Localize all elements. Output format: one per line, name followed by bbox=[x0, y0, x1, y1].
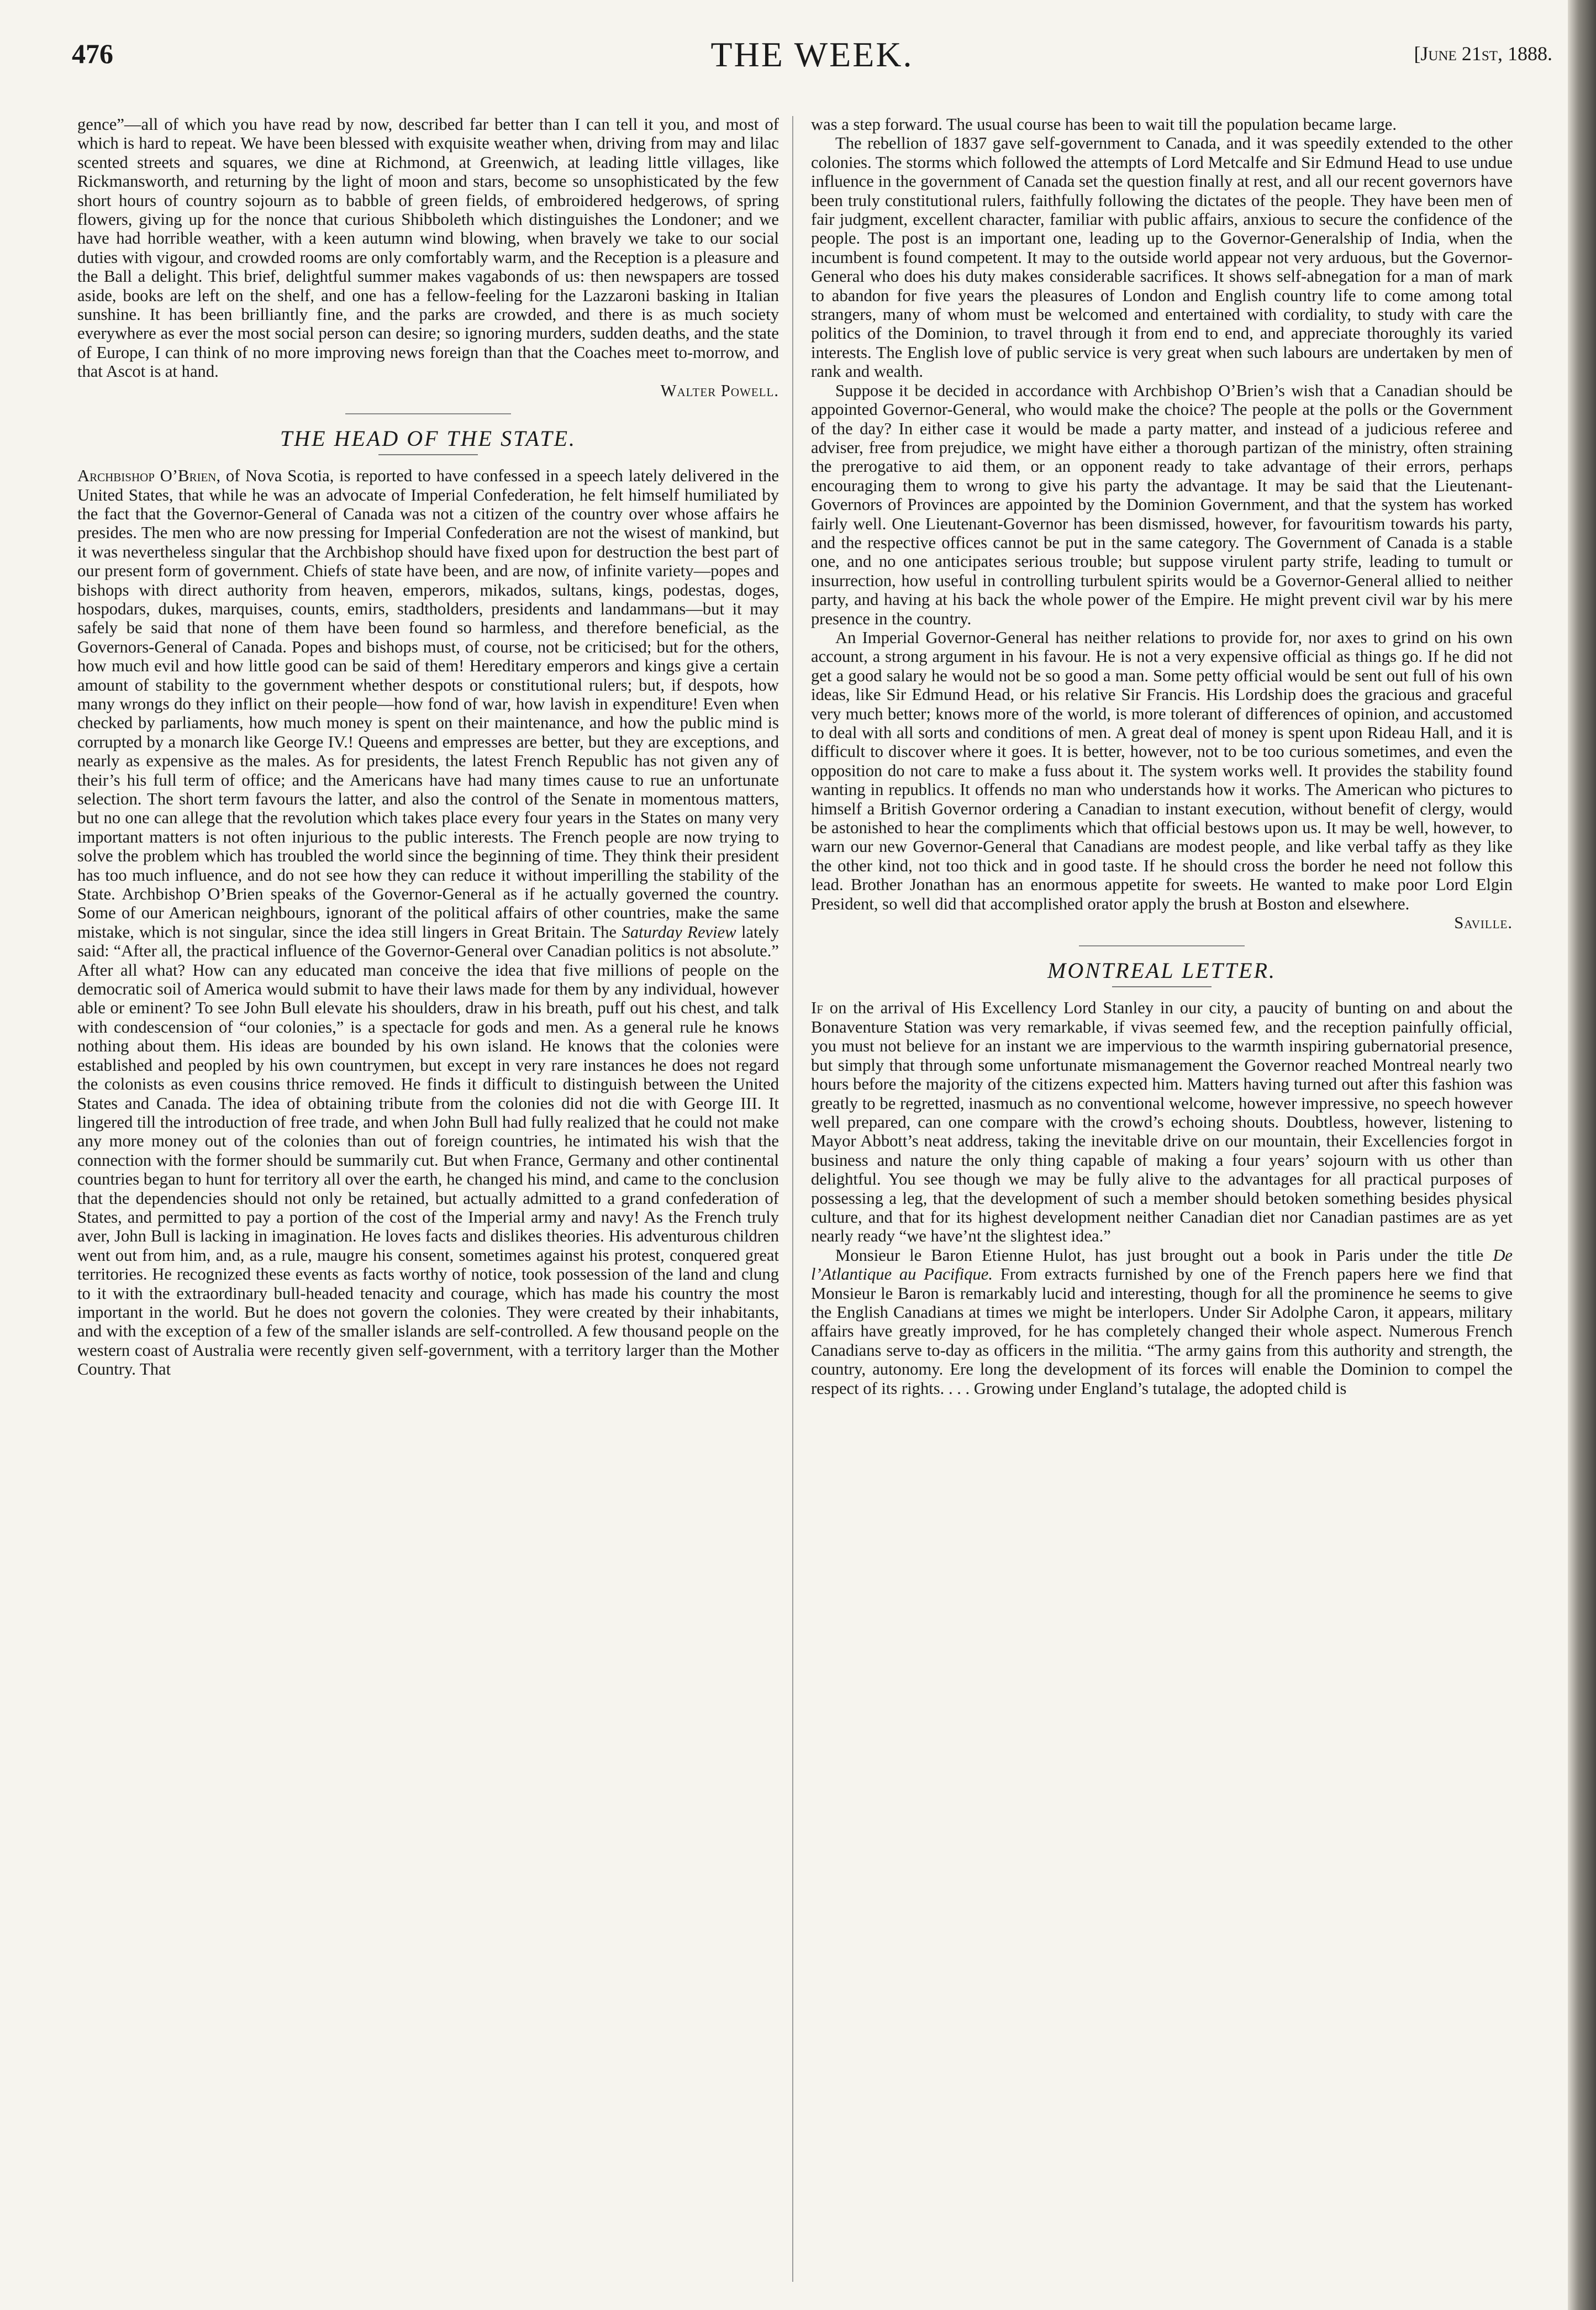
book-title: De l’Atlantique au Pacifique. bbox=[811, 1245, 1513, 1284]
article-paragraph bbox=[77, 466, 779, 1379]
page-header bbox=[72, 34, 1552, 84]
paragraph-rebellion: The rebellion of 1837 gave self-government to Canada, and it was speedily extended to the other colonies. The storms which followed the attempts of Lord Metcalfe and Sir Edmund Head to use undue influence in the government of Canada set the question finally at rest, and all our recent governors have been truly constitutional rulers, faithfully following the dictates of the people. They have been men of fair judgment, excellent character, familiar with public affairs, anxious to secure the confidence of the people. The post is an important one, leading up to the Governor-Generalship of India, when the incumbent is found competent. It may to the outside world appear not very arduous, but the Governor-General who does his duty makes considerable sacrifices. It shows self-abnegation for a man of mark to abandon for five years the pleasures of London and English country life to come among total strangers, many of whom must be welcomed and entertained with cordiality, to study with care the politics of the Dominion, to travel through it from end to end, and appreciate thoroughly its varied interests. The English love of public service is very great when such labours are undertaken by men of rank and wealth. bbox=[811, 134, 1513, 381]
letter-title-rule bbox=[1112, 986, 1212, 987]
section-divider bbox=[345, 413, 511, 414]
letter-paragraph-1 bbox=[811, 998, 1513, 1245]
intro-paragraph bbox=[77, 115, 779, 400]
page-number: 476 bbox=[72, 38, 113, 69]
intro-signature: Walter Powell. bbox=[660, 381, 779, 400]
article-lead: Archbishop O’Brien bbox=[77, 466, 217, 486]
letter-paragraph-2 bbox=[811, 1246, 1513, 1398]
letter-title: MONTREAL LETTER. bbox=[1047, 958, 1276, 983]
left-column bbox=[77, 115, 779, 2286]
paragraph-imperial bbox=[811, 628, 1513, 933]
paragraph-imperial-text: An Imperial Governor-General has neither relations to provide for, nor axes to grind on his own account, a strong argument in his favour. He is not a very expensive official as things go. If he did not get a good salary he would not be so good a man. Some petty official would be sent out full of his own ideas, like Sir Edmund Head, or his relative Sir Francis. His Lordship does the gracious and graceful very much better; knows more of the world, is more tolerant of differences of opinion, and accustomed to deal with all sorts and conditions of men. A great deal of money is spent upon Rideau Hall, and it is difficult to discover where it goes. It is better, however, not to be too curious sometimes, and even the opposition do not care to make a fuss about it. The system works well. It provides the stability found wanting in republics. It offends no man who understands how it works. The American who pictures to himself a British Governor ordering a Canadian to instant execution, without benefit of clergy, would be astonished to hear the compliments which that official bestows upon us. It may be well, however, to warn our new Governor-General that Canadians are modest people, and like verbal taffy as they like the other kind, not too thick and in good taste. If he should cross the border he need not follow this lead. Brother Jonathan has an enormous appetite for sweets. He wanted to make poor Lord Elgin President, so well did that accomplished orator apply the brush at Boston and elsewhere. bbox=[811, 628, 1513, 913]
letter-p2b: From extracts furnished by one of the French papers here we find that Monsieur le Baron is remarkably lucid and interesting, though for all the prominence he seems to give the English Canadians at times we might be interlopers. Under Sir Adolphe Caron, it appears, military affairs have greatly improved, for he has completely changed their whole aspect. Numerous French Canadians serve to-day as officers in the militia. “The army gains from this authority and strength, the country, autonomy. Ere long the development of its forces will enable the Dominion to compel the respect of its rights. . . . Growing under England’s tutalage, the adopted child is bbox=[811, 1265, 1513, 1398]
issue-date: [June 21st, 1888. bbox=[1414, 43, 1552, 65]
letter-lead: If bbox=[811, 998, 823, 1018]
article-body-2: lately said: “After all, the practical influence of the Governor-General over Canadian politics is not absolute.” After all what? How can any educated man conceive the idea that five millions of people on the democratic soil of America would submit to have their laws made for them by any individual, however able or eminent? To see John Bull elevate his shoulders, draw in his breath, puff out his chest, and talk with condescension of “our colonies,” is a spectacle for gods and men. As a general rule he knows nothing about them. His ideas are bounded by his own island. He knows that the colonies were established and peopled by his own countrymen, but except in very rare instances he does not regard the colonists as even cousins thrice removed. He finds it difficult to distinguish between the United States and Canada. The idea of obtaining tribute from the colonies did not die with George III. It lingered till the introduction of free trade, and when John Bull had fully realized that he could not make any more money out of the colonies than out of foreign countries, he intimated his wish that the connection with the former should be summarily cut. But when France, Germany and other continental countries began to hunt for territory all over the earth, he changed his mind, and came to the conclusion that the dependencies should not only be retained, but actually admitted to a grand confederation of States, and permitted to pay a portion of the cost of the Imperial army and navy! As the French truly aver, John Bull is lacking in imagination. He loves facts and dislikes theories. His adventurous children went out from him, and, as a rule, maugre his consent, sometimes against his protest, conquered great territories. He recognized these events as facts worthy of notice, took possession of the land and clung to it with the extraordinary bull-headed tenacity and courage, which has made his country the most important in the world. But he does not govern the colonies. They were created by their inhabitants, and with the exception of a few of the smaller islands are self-controlled. A few thousand people on the western coast of Australia were recently given self-government, with a territory larger than the Mother Country. That bbox=[77, 922, 779, 1379]
paragraph-suppose: Suppose it be decided in accordance with Archbishop O’Brien’s wish that a Canadian should be appointed Governor-General, who would make the choice? The people at the polls or the Government of the day? In either case it would be made a party matter, and instead of a judicious referee and adviser, free from prejudice, we might have either a thorough partizan of the ministry, often straining the prerogative to aid them, or an opponent ready to take advantage of their errors, perhaps encouraging them to wrong to give his party the advantage. It may be said that the Lieutenant-Governors of Provinces are appointed by the Dominion Government, and that the system has worked fairly well. One Lieutenant-Governor has been dismissed, however, for favouritism towards his party, and the respective offices cannot be put in the same category. The Government of Canada is a stable one, and no one anticipates serious trouble; but suppose virulent party strife, leading to tumult or insurrection, how useful in controlling turbulent spirits would be a Governor-General allied to neither party, and having at his back the whole power of the Empire. He might prevent civil war by his mere presence in the country. bbox=[811, 381, 1513, 628]
intro-text: gence”—all of which you have read by now, described far better than I can tell it you, and most of which is hard to repeat. We have been blessed with exquisite weather when, driving from may and lilac scented streets and squares, we dine at Richmond, at Greenwich, at leading little villages, like Rickmansworth, and returning by the light of moon and stars, become so unsophisticated by the few short hours of country sojourn as to babble of green fields, of embroidered hedgerows, of spring flowers, giving up for the nonce that curious Shibboleth which distinguishes the Londoner; and we have had horrible weather, with a keen autumn wind blowing, when bravely we take to our social duties with vigour, and crowded rooms are only comfortably warm, and the Reception is a pleasure and the Ball a delight. This brief, delightful summer makes vagabonds of us: then newspapers are tossed aside, books are left on the shelf, and one has a fellow-feeling for the Lazzaroni basking in Italian sunshine. It has been brilliantly fine, and the parks are crowded, and there is as much society everywhere as ever the most social person can desire; so ignoring murders, sudden deaths, and the state of Europe, I can think of no more improving news foreign than that the Coaches meet to-morrow, and that Ascot is at hand. bbox=[77, 115, 779, 381]
article-body: , of Nova Scotia, is reported to have confessed in a speech lately delivered in the United States, that while he was an advocate of Imperial Confederation, he felt himself humiliated by the fact that the Governor-General of Canada was not a citizen of the country over whose affairs he presides. The men who are now pressing for Imperial Confederation are not the wisest of mankind, but it was nevertheless singular that the Archbishop should have fixed upon for destruction the best part of our present form of government. Chiefs of state have been, and are now, of infinite variety—popes and bishops with direct authority from heaven, emperors, mikados, sultans, kings, podestas, doges, hospodars, dukes, marquises, counts, emirs, stadtholders, presidents and landammans—but it may safely be said that none of them have been found so harmless, and therefore beneficial, as the Governors-General of Canada. Popes and bishops must, of course, not be criticised; but for the others, how much evil and how little good can be said of them! Hereditary emperors and kings give a certain amount of stability to the government whether despots or constitutional rulers; but, if despots, how many wrongs do they inflict on their people—how fond of war, how lavish in expenditure! Even when checked by parliaments, how much money is spent on their maintenance, and how the public mind is corrupted by a monarch like George IV.! Queens and empresses are better, but they are exceptions, and nearly as expensive as the males. As for presidents, the latest French Republic has not given any of their’s his full term of office; and the Americans have had many times cause to rue an unfortunate selection. The short term favours the latter, and also the control of the Senate in momentous matters, but no one can allege that the revolution which takes place every four years in the States on many very important matters is not often injurious to the public interests. The French people are now trying to solve the problem which has troubled the world since the beginning of time. They think their president has too much influence, and do not see how they can reduce it without imperilling the stability of the State. Archbishop O’Brien speaks of the Governor-General as if he actually governed the country. Some of our American neighbours, ignorant of the political affairs of other countries, make the same mistake, which is not singular, since the idea still lingers in Great Britain. The bbox=[77, 466, 779, 941]
section-divider-2 bbox=[1079, 945, 1245, 946]
letter-p1-text: on the arrival of His Excellency Lord Stanley in our city, a paucity of bunting on and about the Bonaventure Station was very remarkable, if vivas seemed few, and the reception painfully official, you must not believe for an instant we are impervious to the warmth inspiring gubernatorial presence, but simply that through some unfortunate mismanagement the Governor reached Montreal nearly two hours before the majority of the citizens expected him. Matters having turned out after this fashion was greatly to be regretted, inasmuch as no conventional welcome, however impressive, no speech however well prepared, can one compare with the crowd’s echoing shouts. Doubtless, however, listening to Mayor Abbott’s neat address, taking the inevitable drive on our mountain, their Excellencies forgot in business and nature the only thing capable of making a four years’ sojourn with us other than delightful. You see though we may be fully alive to the advantages for all practical purposes of possessing a leg, that the development of such a member should betoken something besides physical culture, and that for its highest development neither Canadian diet nor Canadian pastimes are as yet nearly ready “we have’nt the slightest idea.” bbox=[811, 998, 1513, 1246]
masthead-title: THE WEEK. bbox=[710, 35, 914, 74]
article-title: THE HEAD OF THE STATE. bbox=[280, 426, 576, 451]
column-divider bbox=[792, 116, 793, 2282]
article-signature: Saville. bbox=[1454, 913, 1513, 933]
right-column bbox=[811, 115, 1513, 2286]
letter-p2a: Monsieur le Baron Etienne Hulot, has just brought out a book in Paris under the title bbox=[835, 1245, 1493, 1265]
article-italic: Saturday Review bbox=[621, 922, 736, 941]
title-rule bbox=[378, 454, 478, 455]
page-edge bbox=[1568, 0, 1596, 2310]
continued-paragraph: was a step forward. The usual course has been to wait till the population became large. bbox=[811, 115, 1397, 134]
